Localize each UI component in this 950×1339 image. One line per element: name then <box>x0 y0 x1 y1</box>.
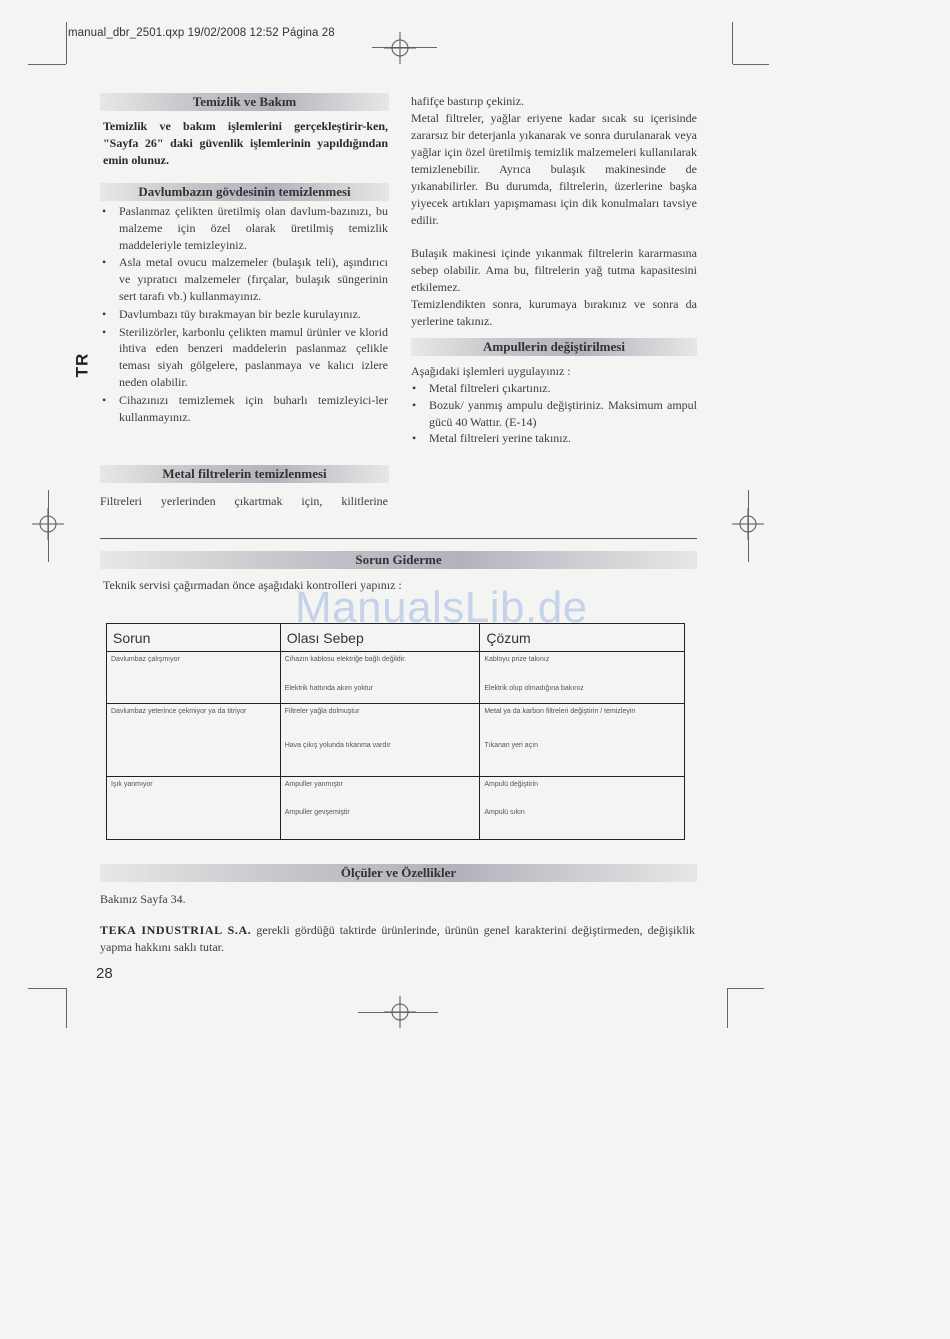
header-solution: Çözum <box>480 624 685 652</box>
table-row <box>107 777 685 840</box>
problem-cell: Davlumbaz çalışmıyor <box>107 652 281 704</box>
company-name: TEKA INDUSTRIAL S.A. <box>100 923 252 937</box>
body-cleaning-list <box>100 203 388 425</box>
table-row <box>107 652 685 704</box>
list-item: • Metal filtreleri yerine takınız. <box>410 430 697 447</box>
table-row <box>107 704 685 777</box>
list-item: • Davlumbazı tüy bırakmayan bir bezle kurulayınız. <box>100 306 388 323</box>
solution-cell: Metal ya da karbon filtreleri değiştirin / temizleyin Tıkanan yeri açın <box>480 704 685 777</box>
right-para-1: hafifçe bastırıp çekiniz. <box>411 94 524 108</box>
right-para-2: Metal filtreler, yağlar eriyene kadar sıcak su içerisinde zararsız bir deterjanla yıkanarak ve sonra durulanarak veya yağlar için özel üretilmiş temizlik malzemeleri kullanılarak temizlenebilir. Ayrıca bulaşık makinesinde de yıkanabilirler. Bu durumda, filtrelerin, üzerlerine başka yiyecek artıkları yapışmaması için dik konulmaları tavsiye edilir. <box>411 111 697 227</box>
troubleshooting-intro: Teknik servisi çağırmadan önce aşağıdaki kontrolleri yapınız : <box>103 578 402 592</box>
right-para-3: Bulaşık makinesi içinde yıkanmak filtrelerin kararmasına sebep olabilir. Ama bu, filtrelerin yağ tutma kapasitesini etkilemez. <box>411 246 697 294</box>
print-slug: manual_dbr_2501.qxp 19/02/2008 12:52 Página 28 <box>68 27 335 39</box>
section-title-bulbs: Ampullerin değiştirilmesi <box>411 338 697 356</box>
page-number: 28 <box>96 965 113 982</box>
crop-mark <box>728 988 764 989</box>
header-problem: Sorun <box>107 624 281 652</box>
section-title-cleaning: Temizlik ve Bakım <box>100 93 389 111</box>
bulbs-intro: Aşağıdaki işlemleri uygulayınız : <box>411 364 571 378</box>
crop-mark <box>748 490 749 562</box>
crop-mark <box>66 22 67 64</box>
company-note <box>100 922 695 956</box>
section-title-body-cleaning: Davlumbazın gövdesinin temizlenmesi <box>100 183 389 201</box>
crop-mark <box>66 988 67 1028</box>
cleaning-intro: Temizlik ve bakım işlemlerini gerçekleştirir-ken, "Sayfa 26" daki güvenlik işlemlerinin yapıldığından emin olunuz. <box>103 119 388 167</box>
registration-mark-icon <box>384 32 416 64</box>
crop-mark <box>28 64 66 65</box>
problem-cell: Davlumbaz yeterince çekmiyor ya da titriyor <box>107 704 281 777</box>
section-divider <box>100 538 697 539</box>
crop-mark <box>48 490 49 562</box>
cause-cell: Cihazın kablosu elektriğe bağlı değildir. Elektrik hattında akım yoktur <box>280 652 480 704</box>
bulbs-list <box>410 380 697 447</box>
list-item: • Bozuk/ yanmış ampulu değiştiriniz. Maksimum ampul gücü 40 Wattır. (E-14) <box>410 397 697 431</box>
section-title-filter-cleaning: Metal filtrelerin temizlenmesi <box>100 465 389 483</box>
crop-mark <box>358 1012 438 1013</box>
specs-text: Bakınız Sayfa 34. <box>100 892 186 906</box>
company-note-text: gerekli gördüğü taktirde ürünlerinde, ürünün genel karakterini değiştirmeden, değişiklik yapma hakkını saklı tutar. <box>100 923 695 954</box>
list-item: • Metal filtreleri çıkartınız. <box>410 380 697 397</box>
cause-cell: Ampuller yanmıştır Ampuller gevşemiştir <box>280 777 480 840</box>
filter-cleaning-text: Filtreleri yerlerinden çıkartmak için, kilitlerine <box>100 494 388 508</box>
section-title-specs: Ölçüler ve Özellikler <box>100 864 697 882</box>
crop-mark <box>727 988 728 1028</box>
list-item: • Asla metal ovucu malzemeler (bulaşık teli), aşındırıcı ve yıpratıcı malzemeler (fırçalar, bulaşık süngerinin sert tarafı vb.) kullanmayınız. <box>100 254 388 304</box>
right-para-4: Temizlendikten sonra, kurumaya bırakınız ve sonra da yerlerine takınız. <box>411 297 697 328</box>
solution-cell: Kabloyu prize takınız Elektrik olup olmadığına bakınız <box>480 652 685 704</box>
list-item: • Paslanmaz çelikten üretilmiş olan davlum-bazınızı, bu malzeme için özel olarak üretilmiş temizlik maddeleriyle temizleyiniz. <box>100 203 388 253</box>
crop-mark <box>732 22 733 64</box>
crop-mark <box>733 64 769 65</box>
header-cause: Olası Sebep <box>280 624 480 652</box>
troubleshooting-table <box>106 623 685 840</box>
solution-cell: Ampulü değiştirin Ampulü sıkın <box>480 777 685 840</box>
cause-cell: Filtreler yağla dolmuştur Hava çıkış yolunda tıkanma vardır <box>280 704 480 777</box>
crop-mark <box>28 988 66 989</box>
language-tab: TR <box>72 352 92 378</box>
list-item: • Cihazınızı temizlemek için buharlı temizleyici-ler kullanmayınız. <box>100 392 388 426</box>
section-title-troubleshooting: Sorun Giderme <box>100 551 697 569</box>
problem-cell: Işık yanmıyor <box>107 777 281 840</box>
watermark: ManualsLib.de <box>295 583 588 632</box>
list-item: • Sterilizörler, karbonlu çelikten mamul ürünler ve klorid ihtiva eden benzeri maddelerin paslanmaz çelikle teması siyah gölgelere, paslanmaya ve kalıcı izlere neden olabilir. <box>100 324 388 391</box>
